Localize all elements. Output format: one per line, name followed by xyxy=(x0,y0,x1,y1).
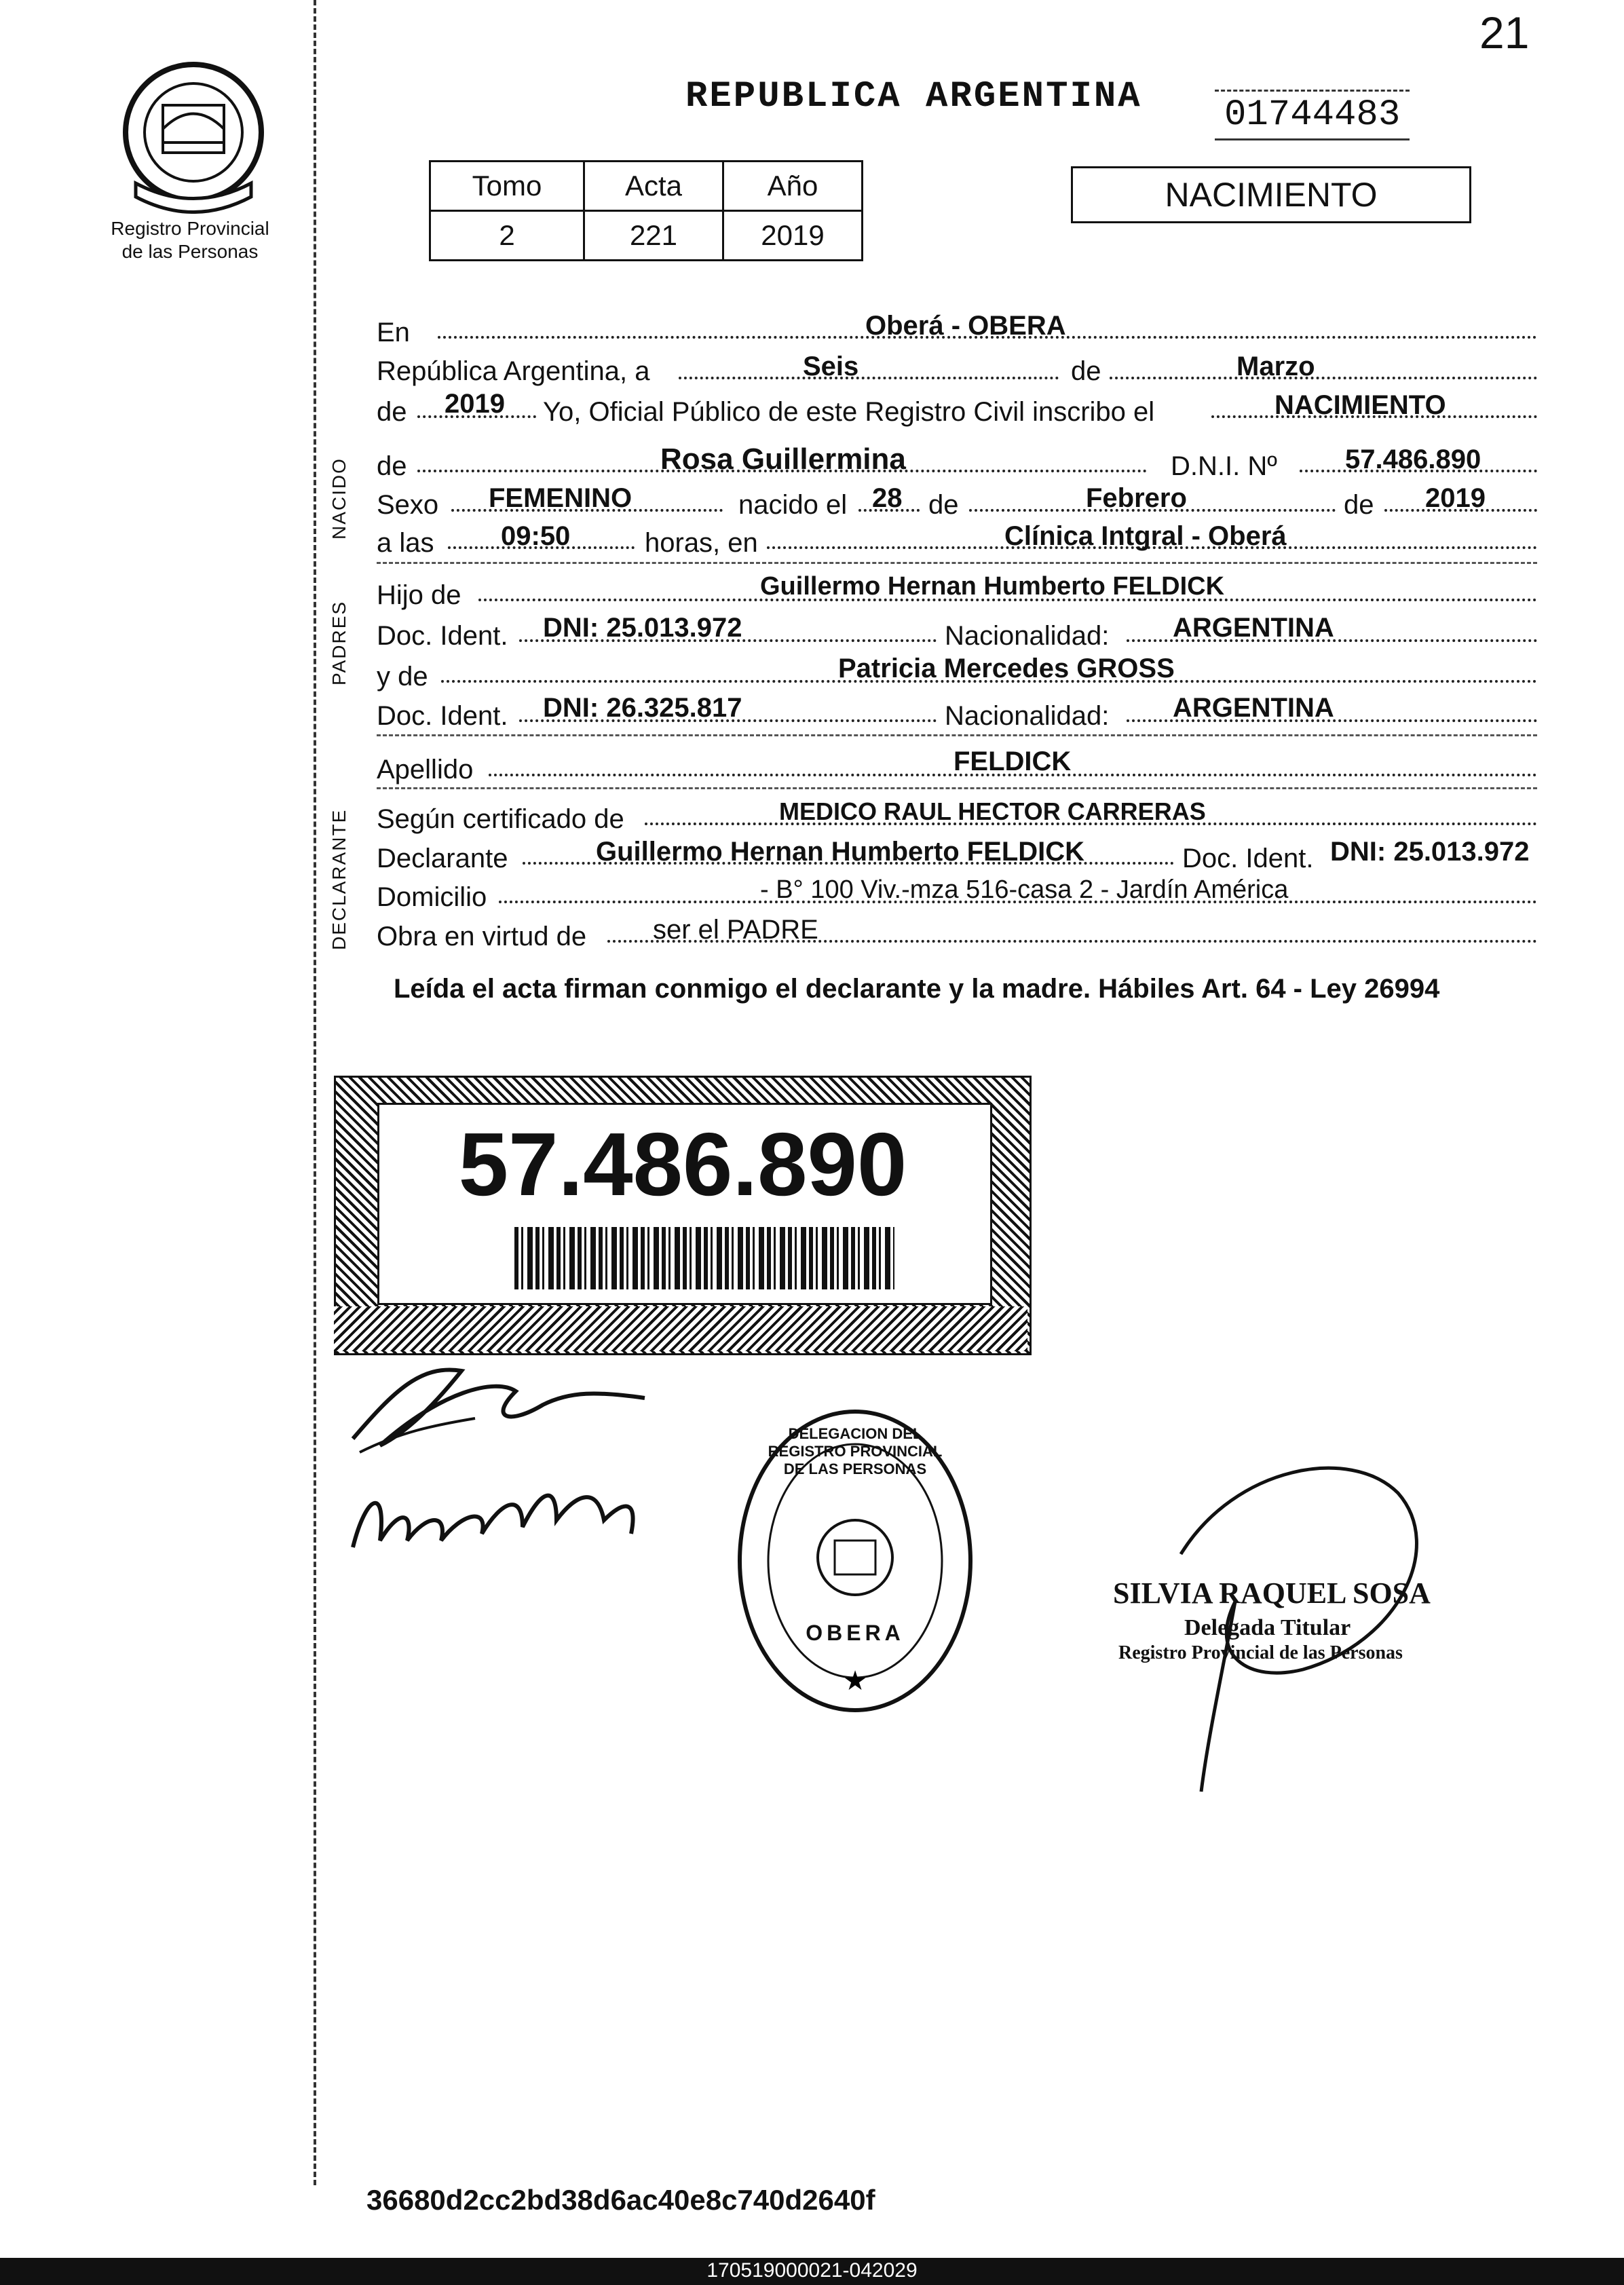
en-value: Oberá - OBERA xyxy=(865,311,1066,341)
apellido-value: FELDICK xyxy=(953,747,1072,776)
dni-label: D.N.I. Nº xyxy=(1171,451,1277,481)
de2-label: de xyxy=(377,397,407,427)
section-divider xyxy=(377,562,1537,564)
father-nac-label: Nacionalidad: xyxy=(945,621,1110,651)
document-title: REPUBLICA ARGENTINA xyxy=(685,76,1142,117)
side-label-nacido: NACIDO xyxy=(328,457,350,540)
section-divider-3 xyxy=(377,787,1537,789)
province-emblem xyxy=(115,58,271,214)
day-value: Seis xyxy=(803,352,859,381)
margin-line xyxy=(314,0,316,2185)
inscribe-value: NACIMIENTO xyxy=(1274,390,1446,420)
section-divider-2 xyxy=(377,734,1537,736)
horas-label: horas, en xyxy=(645,528,758,558)
dni-box-number: 57.486.890 xyxy=(458,1114,907,1214)
mother-nat-value: ARGENTINA xyxy=(1173,693,1334,723)
mother-docident-label: Doc. Ident. xyxy=(377,701,508,731)
sexo-label: Sexo xyxy=(377,490,439,520)
yde-label: y de xyxy=(377,662,428,692)
cert-value: MEDICO RAUL HECTOR CARRERAS xyxy=(779,797,1206,825)
nacido-label: nacido el xyxy=(738,490,848,520)
closing-text: Leída el acta firman conmigo el declarante y la madre. Hábiles Art. 64 - Ley 26994 xyxy=(394,974,1440,1004)
father-docident-label: Doc. Ident. xyxy=(377,621,508,651)
obra-label: Obra en virtud de xyxy=(377,922,587,951)
emblem-caption xyxy=(88,217,292,263)
decl-label: Declarante xyxy=(377,844,508,873)
official-role: Delegada Titular xyxy=(1184,1615,1351,1640)
record-table xyxy=(429,160,863,261)
seal-ring-text: DELEGACION DEL REGISTRO PROVINCIAL DE LAS PERSONAS xyxy=(768,1425,943,1477)
svg-text:★: ★ xyxy=(843,1665,867,1696)
page-number: 21 xyxy=(1479,7,1530,58)
decl-doc-value: DNI: 25.013.972 xyxy=(1330,837,1530,867)
barcode-icon xyxy=(514,1227,894,1289)
decl-doc-label: Doc. Ident. xyxy=(1182,844,1314,873)
yo-text: Yo, Oficial Público de este Registro Civil inscribo el xyxy=(543,397,1155,427)
birth-day-value: 28 xyxy=(872,483,903,513)
obra-value: ser el PADRE xyxy=(653,915,818,945)
side-label-padres: PADRES xyxy=(328,600,350,685)
document-hash: 36680d2cc2bd38d6ac40e8c740d2640f xyxy=(366,2184,875,2216)
sexo-value: FEMENINO xyxy=(489,483,632,513)
official-name: SILVIA RAQUEL SOSA xyxy=(1113,1576,1431,1610)
dom-value: - B° 100 Viv.-mza 516-casa 2 - Jardín América xyxy=(760,875,1289,904)
time-value: 09:50 xyxy=(501,521,571,551)
mother-value: Patricia Mercedes GROSS xyxy=(838,654,1175,683)
month-dots xyxy=(1110,377,1537,379)
footer-code: 170519000021-042029 xyxy=(706,2259,918,2282)
month-value: Marzo xyxy=(1236,352,1315,381)
record-value-tomo: 2 xyxy=(430,211,584,261)
year-value: 2019 xyxy=(445,389,505,419)
mother-doc-value: DNI: 26.325.817 xyxy=(543,693,742,723)
birth-year-value: 2019 xyxy=(1425,483,1486,513)
record-header-ano: Año xyxy=(723,162,863,211)
record-header-tomo: Tomo xyxy=(430,162,584,211)
en-label: En xyxy=(377,318,410,347)
dom-label: Domicilio xyxy=(377,882,487,912)
de-label: de xyxy=(1071,356,1101,386)
record-header-acta: Acta xyxy=(584,162,723,211)
name-value: Rosa Guillermina xyxy=(660,442,906,476)
de5-label: de xyxy=(1344,490,1374,520)
record-value-acta: 221 xyxy=(584,211,723,261)
signature-declarante-icon xyxy=(339,1351,679,1568)
emblem-icon xyxy=(115,58,271,214)
dni-box-strip xyxy=(334,1306,1027,1351)
doc-type-box: NACIMIENTO xyxy=(1071,166,1471,223)
record-value-ano: 2019 xyxy=(723,211,863,261)
place-value: Clínica Intgral - Oberá xyxy=(1004,521,1287,551)
father-nat-value: ARGENTINA xyxy=(1173,613,1334,643)
decl-value: Guillermo Hernan Humberto FELDICK xyxy=(596,837,1085,867)
official-org: Registro Provincial de las Personas xyxy=(1118,1642,1403,1663)
hijo-label: Hijo de xyxy=(377,580,461,610)
serial-number: 01744483 xyxy=(1215,90,1410,140)
father-doc-value: DNI: 25.013.972 xyxy=(543,613,742,643)
alas-label: a las xyxy=(377,528,434,558)
mother-nac-label: Nacionalidad: xyxy=(945,701,1110,731)
rep-label: República Argentina, a xyxy=(377,356,650,386)
apellido-label: Apellido xyxy=(377,755,474,785)
emblem-caption-line2: de las Personas xyxy=(121,241,259,262)
de3-label: de xyxy=(377,451,407,481)
dni-value: 57.486.890 xyxy=(1345,445,1481,474)
emblem-caption-line1: Registro Provincial xyxy=(111,218,269,239)
day-dots xyxy=(679,377,1059,379)
side-label-declarante: DECLARANTE xyxy=(328,808,350,950)
de4-label: de xyxy=(928,490,959,520)
father-value: Guillermo Hernan Humberto FELDICK xyxy=(760,572,1225,601)
seal-stamp xyxy=(733,1405,977,1717)
birth-month-value: Febrero xyxy=(1086,483,1187,513)
cert-label: Según certificado de xyxy=(377,804,624,834)
seal-city: OBERA xyxy=(806,1621,905,1645)
